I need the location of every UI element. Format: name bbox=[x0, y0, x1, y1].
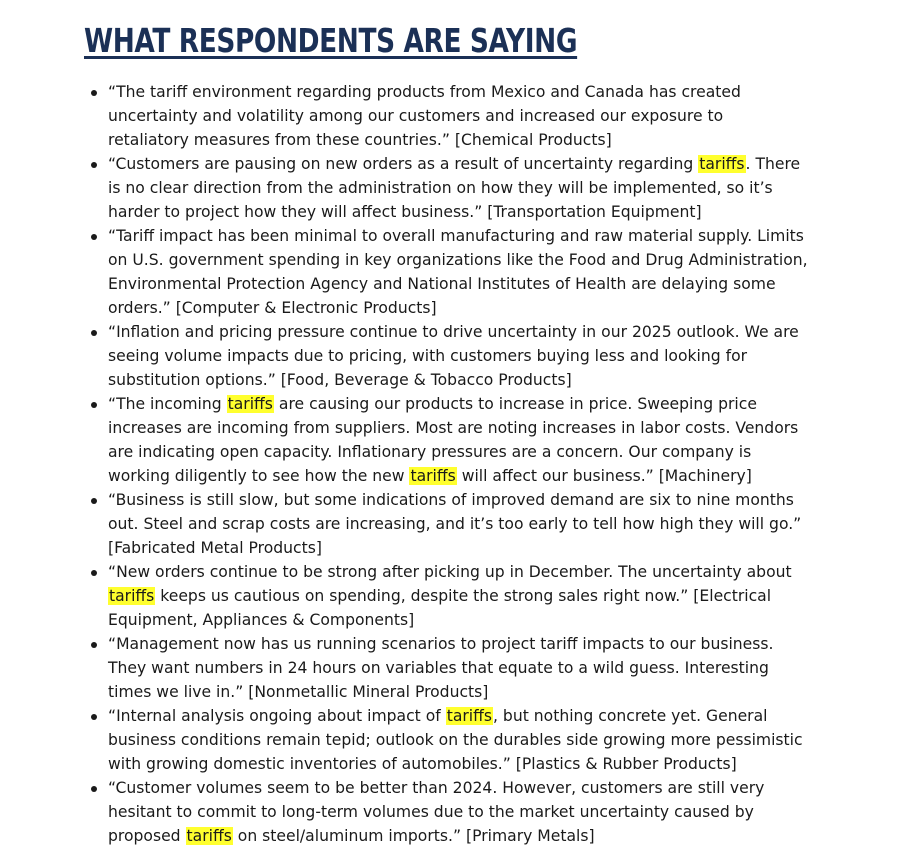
quote-text: “Business is still slow, but some indications of improved demand are six to nine months out. Steel and scrap costs are increasing, and it’s too early to tell how high they will go.” [Fabricated Metal Products] bbox=[108, 491, 802, 557]
highlighted-keyword: tariffs bbox=[699, 155, 745, 173]
quote-text: “The incoming bbox=[108, 395, 227, 413]
quote-item bbox=[108, 392, 808, 488]
quote-text: “Customers are pausing on new orders as a result of uncertainty regarding bbox=[108, 155, 699, 173]
quote-text: keeps us cautious on spending, despite the strong sales right now.” [Electrical Equipment, Appliances & Components] bbox=[108, 587, 772, 629]
quote-text: , but nothing concrete yet. General business conditions remain tepid; outlook on the durables side growing more pessimistic with growing domestic inventories of automobiles.” [Plastics & Rubber Products] bbox=[108, 707, 803, 773]
quote-item bbox=[108, 224, 808, 320]
quote-item bbox=[108, 560, 808, 632]
heading-container bbox=[84, 20, 700, 62]
quote-item bbox=[108, 632, 808, 704]
bullet-icon bbox=[91, 786, 97, 792]
quote-item bbox=[108, 704, 808, 776]
bullet-icon bbox=[91, 330, 97, 336]
quote-text: “Internal analysis ongoing about impact of bbox=[108, 707, 446, 725]
quote-item bbox=[108, 80, 808, 152]
quote-item bbox=[108, 776, 808, 848]
quote-text: will affect our business.” [Machinery] bbox=[456, 467, 752, 485]
quote-text: “Customer volumes seem to be better than 2024. However, customers are still very hesitant to commit to long-term volumes due to the market uncertainty caused by proposed bbox=[108, 779, 765, 845]
highlighted-keyword: tariffs bbox=[410, 467, 456, 485]
highlighted-keyword: tariffs bbox=[227, 395, 273, 413]
bullet-icon bbox=[91, 162, 97, 168]
page-heading: WHAT RESPONDENTS ARE SAYING bbox=[84, 21, 578, 60]
bullet-icon bbox=[91, 402, 97, 408]
quote-item bbox=[108, 488, 808, 560]
quote-text: “Inflation and pricing pressure continue to drive uncertainty in our 2025 outlook. We are seeing volume impacts due to pricing, with customers buying less and looking for substitution options.” [Food, Beverage & Tobacco Products] bbox=[108, 323, 799, 389]
bullet-icon bbox=[91, 642, 97, 648]
highlighted-keyword: tariffs bbox=[446, 707, 493, 725]
highlighted-keyword: tariffs bbox=[109, 587, 155, 605]
bullet-icon bbox=[91, 570, 97, 576]
respondent-quotes-list bbox=[108, 80, 808, 848]
quote-text: “New orders continue to be strong after picking up in December. The uncertainty about bbox=[108, 563, 792, 581]
quote-text: “Tariff impact has been minimal to overall manufacturing and raw material supply. Limits on U.S. government spending in key organizations like the Food and Drug Administration, Environmental Protection Agency and National Institutes of Health are delaying some orders.” [Computer & Electronic Products] bbox=[108, 227, 808, 317]
quote-text: . There is no clear direction from the administration on how they will be implemented, so it’s harder to project how they will affect business.” [Transportation Equipment] bbox=[108, 155, 801, 221]
quote-text: “Management now has us running scenarios to project tariff impacts to our business. They want numbers in 24 hours on variables that equate to a wild guess. Interesting times we live in.” [Nonmetallic Mineral Products] bbox=[108, 635, 774, 701]
quote-text: on steel/aluminum imports.” [Primary Metals] bbox=[232, 827, 595, 845]
quote-text: are causing our products to increase in price. Sweeping price increases are incoming from suppliers. Most are noting increases in labor costs. Vendors are indicating open capacity. Inflationary pressures are a concern. Our company is working diligently to see how the new bbox=[108, 395, 799, 485]
quote-item bbox=[108, 320, 808, 392]
bullet-icon bbox=[91, 234, 97, 240]
highlighted-keyword: tariffs bbox=[186, 827, 232, 845]
bullet-icon bbox=[91, 714, 97, 720]
bullet-icon bbox=[91, 90, 97, 96]
quote-text: “The tariff environment regarding products from Mexico and Canada has created uncertainty and volatility among our customers and increased our exposure to retaliatory measures from these countries.” [Chemical Products] bbox=[108, 83, 741, 149]
bullet-icon bbox=[91, 498, 97, 504]
quote-item bbox=[108, 152, 808, 224]
